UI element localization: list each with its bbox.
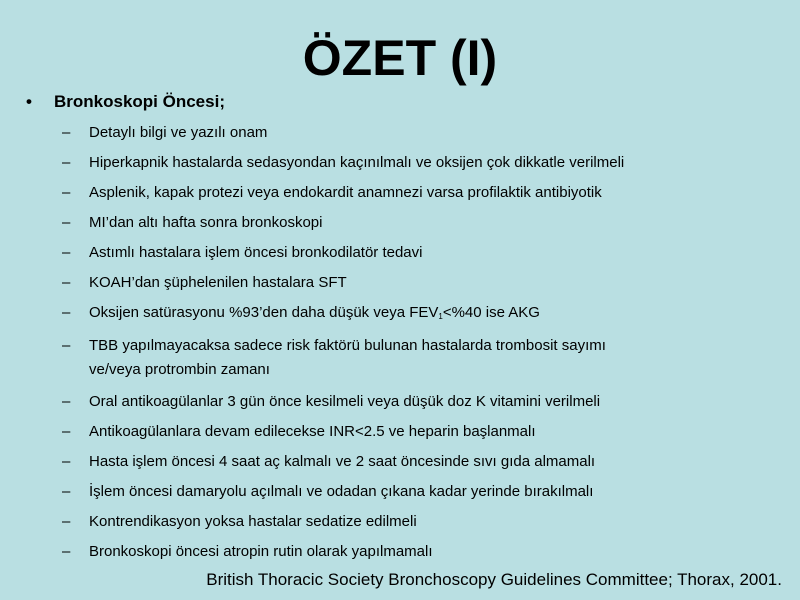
list-item-text: Asplenik, kapak protezi veya endokardit anamnezi varsa profilaktik antibiyotik (89, 184, 602, 201)
fev-text-post: <%40 ise AKG (442, 304, 540, 321)
section-heading (26, 90, 225, 114)
dash-icon: – (62, 483, 71, 500)
dash-icon: – (62, 453, 71, 470)
dash-icon: – (62, 244, 71, 261)
dash-icon: – (62, 543, 71, 560)
dash-icon: – (62, 423, 71, 440)
dash-icon: – (62, 337, 71, 354)
list-item-text: Bronkoskopi öncesi atropin rutin olarak yapılmamalı (89, 543, 433, 560)
list-item-text: Oral antikoagülanlar 3 gün önce kesilmeli veya düşük doz K vitamini verilmeli (89, 393, 601, 410)
slide-title: ÖZET (I) (302, 30, 498, 86)
dash-icon: – (62, 214, 71, 231)
section-heading-text: Bronkoskopi Öncesi; (54, 92, 225, 111)
list-item-text: Hasta işlem öncesi 4 saat aç kalmalı ve 2 saat öncesinde sıvı gıda almamalı (89, 453, 596, 470)
list-item-line-2: ve/veya protrombin zamanı (89, 361, 270, 378)
list-item-text (89, 334, 789, 382)
bullet-icon: • (26, 92, 32, 111)
dash-icon: – (62, 304, 71, 321)
list-item-text: Astımlı hastalara işlem öncesi bronkodilatör tedavi (89, 244, 423, 261)
list-item-text: Hiperkapnik hastalarda sedasyondan kaçınılmalı ve oksijen çok dikkatle verilmeli (89, 154, 625, 171)
fev-subscript: 1 (438, 312, 443, 321)
list-item (62, 334, 792, 382)
dash-icon: – (62, 393, 71, 410)
list-item-text: Detaylı bilgi ve yazılı onam (89, 124, 268, 141)
list-item-text: MI’dan altı hafta sonra bronkoskopi (89, 214, 323, 231)
fev-text-pre: Oksijen satürasyonu %93’den daha düşük veya FEV (89, 304, 439, 321)
list-item-text: İşlem öncesi damaryolu açılmalı ve odadan çıkana kadar yerinde bırakılmalı (89, 483, 594, 500)
dash-icon: – (62, 274, 71, 291)
list-item-text: Kontrendikasyon yoksa hastalar sedatize edilmeli (89, 513, 417, 530)
dash-icon: – (62, 513, 71, 530)
dash-icon: – (62, 184, 71, 201)
list-item-text (89, 301, 789, 329)
citation-footer: British Thoracic Society Bronchoscopy Guidelines Committee; Thorax, 2001. (206, 570, 782, 589)
dash-icon: – (62, 124, 71, 141)
list-item-text: Antikoagülanlara devam edilecekse INR<2.5 ve heparin başlanmalı (89, 423, 536, 440)
list-item-line-1: TBB yapılmayacaksa sadece risk faktörü bulunan hastalarda trombosit sayımı (89, 337, 606, 354)
list-item-text: KOAH’dan şüphelenilen hastalara SFT (89, 274, 347, 291)
dash-icon: – (62, 154, 71, 171)
